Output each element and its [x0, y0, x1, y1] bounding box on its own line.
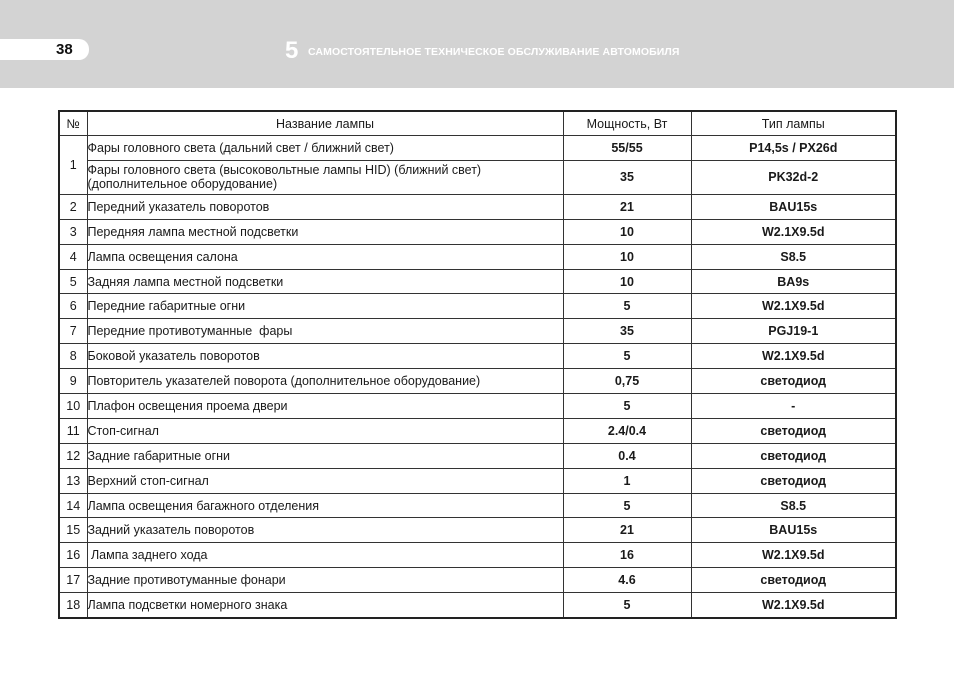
column-header-power: Мощность, Вт: [563, 111, 691, 136]
lamp-name: Передние противотуманные фары: [87, 319, 563, 344]
lamp-name: Задний указатель поворотов: [87, 518, 563, 543]
lamp-power: 16: [563, 543, 691, 568]
lamp-type: светодиод: [691, 568, 896, 593]
row-number: 13: [59, 468, 87, 493]
lamp-power: 0,75: [563, 369, 691, 394]
lamp-power: 1: [563, 468, 691, 493]
lamp-name: Лампа освещения багажного отделения: [87, 493, 563, 518]
table-row: [59, 294, 896, 319]
lamp-name: Передние габаритные огни: [87, 294, 563, 319]
lamp-type: светодиод: [691, 468, 896, 493]
lamp-type: BAU15s: [691, 194, 896, 219]
lamp-type: S8.5: [691, 493, 896, 518]
row-number: 2: [59, 194, 87, 219]
table-row: [59, 136, 896, 161]
lamp-power: 4.6: [563, 568, 691, 593]
table-row: [59, 344, 896, 369]
lamp-type: BAU15s: [691, 518, 896, 543]
lamp-type: W2.1X9.5d: [691, 219, 896, 244]
lamp-name: Фары головного света (дальний свет / ближний свет): [87, 136, 563, 161]
table-row: [59, 518, 896, 543]
row-number: 8: [59, 344, 87, 369]
lamp-name: Фары головного света (высоковольтные лампы HID) (ближний свет) (дополнительное оборудование): [87, 160, 563, 194]
row-number: 18: [59, 593, 87, 618]
column-header-lamp-name: Название лампы: [87, 111, 563, 136]
table-row: [59, 319, 896, 344]
row-number: 16: [59, 543, 87, 568]
table-row: [59, 493, 896, 518]
lamp-type: светодиод: [691, 369, 896, 394]
column-header-number: №: [59, 111, 87, 136]
row-number: 11: [59, 418, 87, 443]
lamp-type: -: [691, 394, 896, 419]
table-row: [59, 269, 896, 294]
table-row: [59, 568, 896, 593]
lamp-type: W2.1X9.5d: [691, 294, 896, 319]
row-number: 14: [59, 493, 87, 518]
lamp-name: Верхний стоп-сигнал: [87, 468, 563, 493]
lamp-power: 55/55: [563, 136, 691, 161]
table-row: [59, 160, 896, 194]
lamp-name: Стоп-сигнал: [87, 418, 563, 443]
page-header: [0, 0, 954, 88]
lamp-power: 2.4/0.4: [563, 418, 691, 443]
lamp-name: Задние габаритные огни: [87, 443, 563, 468]
lamp-name: Передний указатель поворотов: [87, 194, 563, 219]
lamp-power: 35: [563, 319, 691, 344]
lamp-type: PGJ19-1: [691, 319, 896, 344]
lamp-type: W2.1X9.5d: [691, 344, 896, 369]
lamp-power: 5: [563, 344, 691, 369]
row-number: 5: [59, 269, 87, 294]
table-row: [59, 244, 896, 269]
lamp-type: W2.1X9.5d: [691, 543, 896, 568]
lamp-type: S8.5: [691, 244, 896, 269]
lamp-name: Передняя лампа местной подсветки: [87, 219, 563, 244]
lamp-power: 5: [563, 593, 691, 618]
row-number: 6: [59, 294, 87, 319]
row-number: 9: [59, 369, 87, 394]
lamp-power: 5: [563, 394, 691, 419]
lamp-name: Плафон освещения проема двери: [87, 394, 563, 419]
lamp-power: 35: [563, 160, 691, 194]
lamp-table: [58, 110, 897, 619]
table-row: [59, 468, 896, 493]
row-number: 3: [59, 219, 87, 244]
table-row: [59, 593, 896, 618]
table-row: [59, 543, 896, 568]
lamp-name: Повторитель указателей поворота (дополнительное оборудование): [87, 369, 563, 394]
lamp-power: 5: [563, 493, 691, 518]
row-number: 10: [59, 394, 87, 419]
chapter-title: САМОСТОЯТЕЛЬНОЕ ТЕХНИЧЕСКОЕ ОБСЛУЖИВАНИЕ АВТОМОБИЛЯ: [308, 46, 680, 58]
lamp-name: Задняя лампа местной подсветки: [87, 269, 563, 294]
row-number: 15: [59, 518, 87, 543]
row-number: 7: [59, 319, 87, 344]
lamp-power: 10: [563, 269, 691, 294]
lamp-power: 10: [563, 244, 691, 269]
lamp-name: Задние противотуманные фонари: [87, 568, 563, 593]
lamp-name: Лампа заднего хода: [87, 543, 563, 568]
lamp-name: Боковой указатель поворотов: [87, 344, 563, 369]
lamp-power: 5: [563, 294, 691, 319]
row-number: 1: [59, 136, 87, 195]
row-number: 12: [59, 443, 87, 468]
lamp-type: светодиод: [691, 443, 896, 468]
lamp-type: BA9s: [691, 269, 896, 294]
lamp-type: PK32d-2: [691, 160, 896, 194]
table-header-row: [59, 111, 896, 136]
chapter-number: 5: [285, 37, 299, 64]
lamp-power: 21: [563, 518, 691, 543]
row-number: 4: [59, 244, 87, 269]
lamp-name: Лампа освещения салона: [87, 244, 563, 269]
lamp-type: W2.1X9.5d: [691, 593, 896, 618]
lamp-type: P14,5s / PX26d: [691, 136, 896, 161]
page-number-tab: [0, 39, 89, 60]
table-row: [59, 394, 896, 419]
lamp-name: Лампа подсветки номерного знака: [87, 593, 563, 618]
lamp-power: 21: [563, 194, 691, 219]
table-row: [59, 194, 896, 219]
column-header-lamp-type: Тип лампы: [691, 111, 896, 136]
lamp-power: 0.4: [563, 443, 691, 468]
page-number: 38: [56, 41, 73, 58]
table-row: [59, 418, 896, 443]
table-row: [59, 443, 896, 468]
lamp-type: светодиод: [691, 418, 896, 443]
lamp-power: 10: [563, 219, 691, 244]
row-number: 17: [59, 568, 87, 593]
table-row: [59, 369, 896, 394]
table-row: [59, 219, 896, 244]
